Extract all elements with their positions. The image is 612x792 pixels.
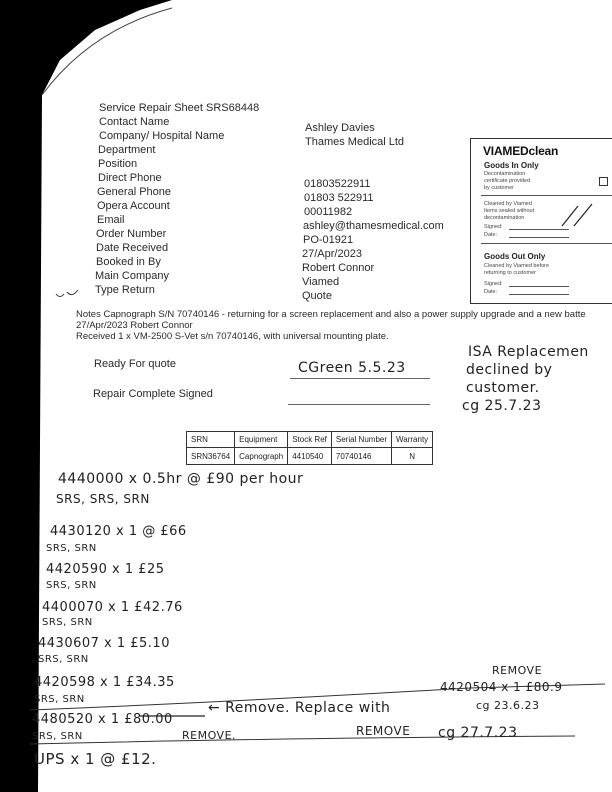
cleaned-text-2: Items sealed without <box>484 208 535 214</box>
field-value-general-phone: 01803 522911 <box>304 192 374 204</box>
signed-label-2: Signed: <box>484 281 503 287</box>
date-line <box>509 294 569 295</box>
goods-out-text-2: returning to customer <box>484 270 536 276</box>
side-note-line-2: declined by <box>466 362 553 378</box>
table-header-equipment: Equipment <box>235 432 288 448</box>
notes-line-2: 27/Apr/2023 Robert Connor <box>76 320 193 331</box>
field-label-order-number: Order Number <box>96 228 167 240</box>
field-value-opera-account: 00011982 <box>304 206 353 218</box>
divider <box>481 243 612 244</box>
field-label-booked-in-by: Booked in By <box>96 256 161 268</box>
hand-sub-2: SRS, SRN <box>46 543 97 554</box>
field-label-email: Email <box>97 214 125 226</box>
table-cell-stock-ref: 4410540 <box>288 448 332 465</box>
goods-in-text-1: Decontamination <box>484 171 526 177</box>
goods-out-text-1: Cleaned by Viamed before <box>484 263 550 269</box>
annotation-cg-date-1: cg 23.6.23 <box>476 699 540 712</box>
date-label-2: Date: <box>484 289 498 295</box>
signed-line <box>509 286 569 287</box>
table-row <box>187 448 433 465</box>
viamed-logo: VIAMEDclean <box>483 144 559 158</box>
goods-in-title: Goods In Only <box>484 161 539 170</box>
hand-line-7: 4480520 x 1 £80.00 <box>32 712 173 727</box>
field-label-general-phone: General Phone <box>97 186 171 198</box>
field-label-department: Department <box>98 144 156 156</box>
annotation-remove-right: REMOVE <box>356 724 411 738</box>
goods-out-title: Goods Out Only <box>484 252 546 261</box>
notes-line-1: Notes Capnograph S/N 70740146 - returning for a screen replacement and also a power supply upgrade and a new batte <box>76 309 586 320</box>
equipment-table <box>186 431 433 465</box>
table-header-row <box>187 432 433 448</box>
annotation-cg-date-2: cg 27.7.23 <box>438 725 518 741</box>
signed-label-1: Signed: <box>484 224 503 230</box>
field-value-date-received: 27/Apr/2023 <box>302 248 362 260</box>
table-header-serial-number: Serial Number <box>331 432 391 448</box>
goods-in-text-2: certificate provided <box>484 178 531 184</box>
date-line <box>509 237 569 238</box>
hand-sub-3: SRS, SRN <box>46 580 97 591</box>
repair-complete-line <box>288 404 430 405</box>
hand-line-6: 4420598 x 1 £34.35 <box>34 675 175 690</box>
side-note-line-1: ISA Replacemen <box>468 344 589 360</box>
hand-sub-4: SRS, SRN <box>42 617 93 628</box>
field-value-direct-phone: 01803522911 <box>304 178 371 190</box>
field-label-company: Company/ Hospital Name <box>99 130 225 142</box>
field-label-main-company: Main Company <box>95 270 169 282</box>
field-value-order-number: PO-01921 <box>303 234 354 246</box>
hand-line-4: 4400070 x 1 £42.76 <box>42 600 183 615</box>
ready-for-quote-label: Ready For quote <box>94 358 176 370</box>
table-cell-equipment: Capnograph <box>235 448 288 465</box>
hand-line-3: 4420590 x 1 £25 <box>46 562 165 577</box>
hand-sub-1: SRS, SRS, SRN <box>56 492 150 506</box>
annotation-arrow-note: ← Remove. Replace with <box>208 700 391 716</box>
cleaned-text-1: Cleaned by Viamed <box>484 201 532 207</box>
field-value-booked-in-by: Robert Connor <box>302 262 375 274</box>
field-value-type-return: Quote <box>302 290 332 302</box>
annotation-remove-under: REMOVE. <box>182 729 237 742</box>
date-label-1: Date: <box>484 232 498 238</box>
table-cell-srn: SRN36764 <box>187 448 235 465</box>
hand-line-1: 4440000 x 0.5hr @ £90 per hour <box>58 471 304 487</box>
field-label-direct-phone: Direct Phone <box>98 172 162 184</box>
ready-for-quote-line <box>290 378 430 379</box>
box-tick-marks <box>560 200 600 230</box>
field-label-date-received: Date Received <box>96 242 169 254</box>
hand-line-2: 4430120 x 1 @ £66 <box>50 524 187 539</box>
table-cell-warranty: N <box>392 448 433 465</box>
annotation-replacement-item: 4420504 x 1 £80.9 <box>440 680 563 694</box>
field-label-opera-account: Opera Account <box>97 200 170 212</box>
cleaned-text-3: decontamination <box>484 215 525 221</box>
side-note-line-3: customer. <box>466 380 540 396</box>
field-value-email: ashley@thamesmedical.com <box>303 220 444 232</box>
table-header-srn: SRN <box>187 432 235 448</box>
notes-line-3: Received 1 x VM-2500 S-Vet s/n 70740146, with universal mounting plate. <box>76 331 389 342</box>
table-header-warranty: Warranty <box>392 432 433 448</box>
field-value-company: Thames Medical Ltd <box>305 136 405 148</box>
field-value-contact-name: Ashley Davies <box>305 122 375 134</box>
scribble-mark <box>54 286 80 300</box>
hand-sub-5: SRS, SRN <box>38 654 89 665</box>
ready-for-quote-signature: CGreen 5.5.23 <box>298 360 406 376</box>
hand-line-5: 4430607 x 1 £5.10 <box>38 636 170 651</box>
hand-sub-6: SRS, SRN <box>34 694 85 705</box>
divider <box>481 195 612 196</box>
table-cell-serial-number: 70740146 <box>331 448 391 465</box>
hand-sub-7: SRS, SRN <box>32 731 83 742</box>
field-label-contact-name: Contact Name <box>99 116 170 128</box>
field-value-main-company: Viamed <box>302 276 340 288</box>
annotation-remove-top: REMOVE <box>492 664 543 677</box>
hand-line-8: UPS x 1 @ £12. <box>34 750 157 768</box>
goods-in-text-3: by customer <box>484 185 514 191</box>
field-label-type-return: Type Return <box>95 284 155 296</box>
sheet-title: Service Repair Sheet SRS68448 <box>99 102 260 114</box>
side-note-line-4: cg 25.7.23 <box>462 398 542 414</box>
table-header-stock-ref: Stock Ref <box>288 432 332 448</box>
goods-in-checkbox <box>599 177 608 186</box>
repair-complete-label: Repair Complete Signed <box>93 388 213 400</box>
field-label-position: Position <box>98 158 138 170</box>
